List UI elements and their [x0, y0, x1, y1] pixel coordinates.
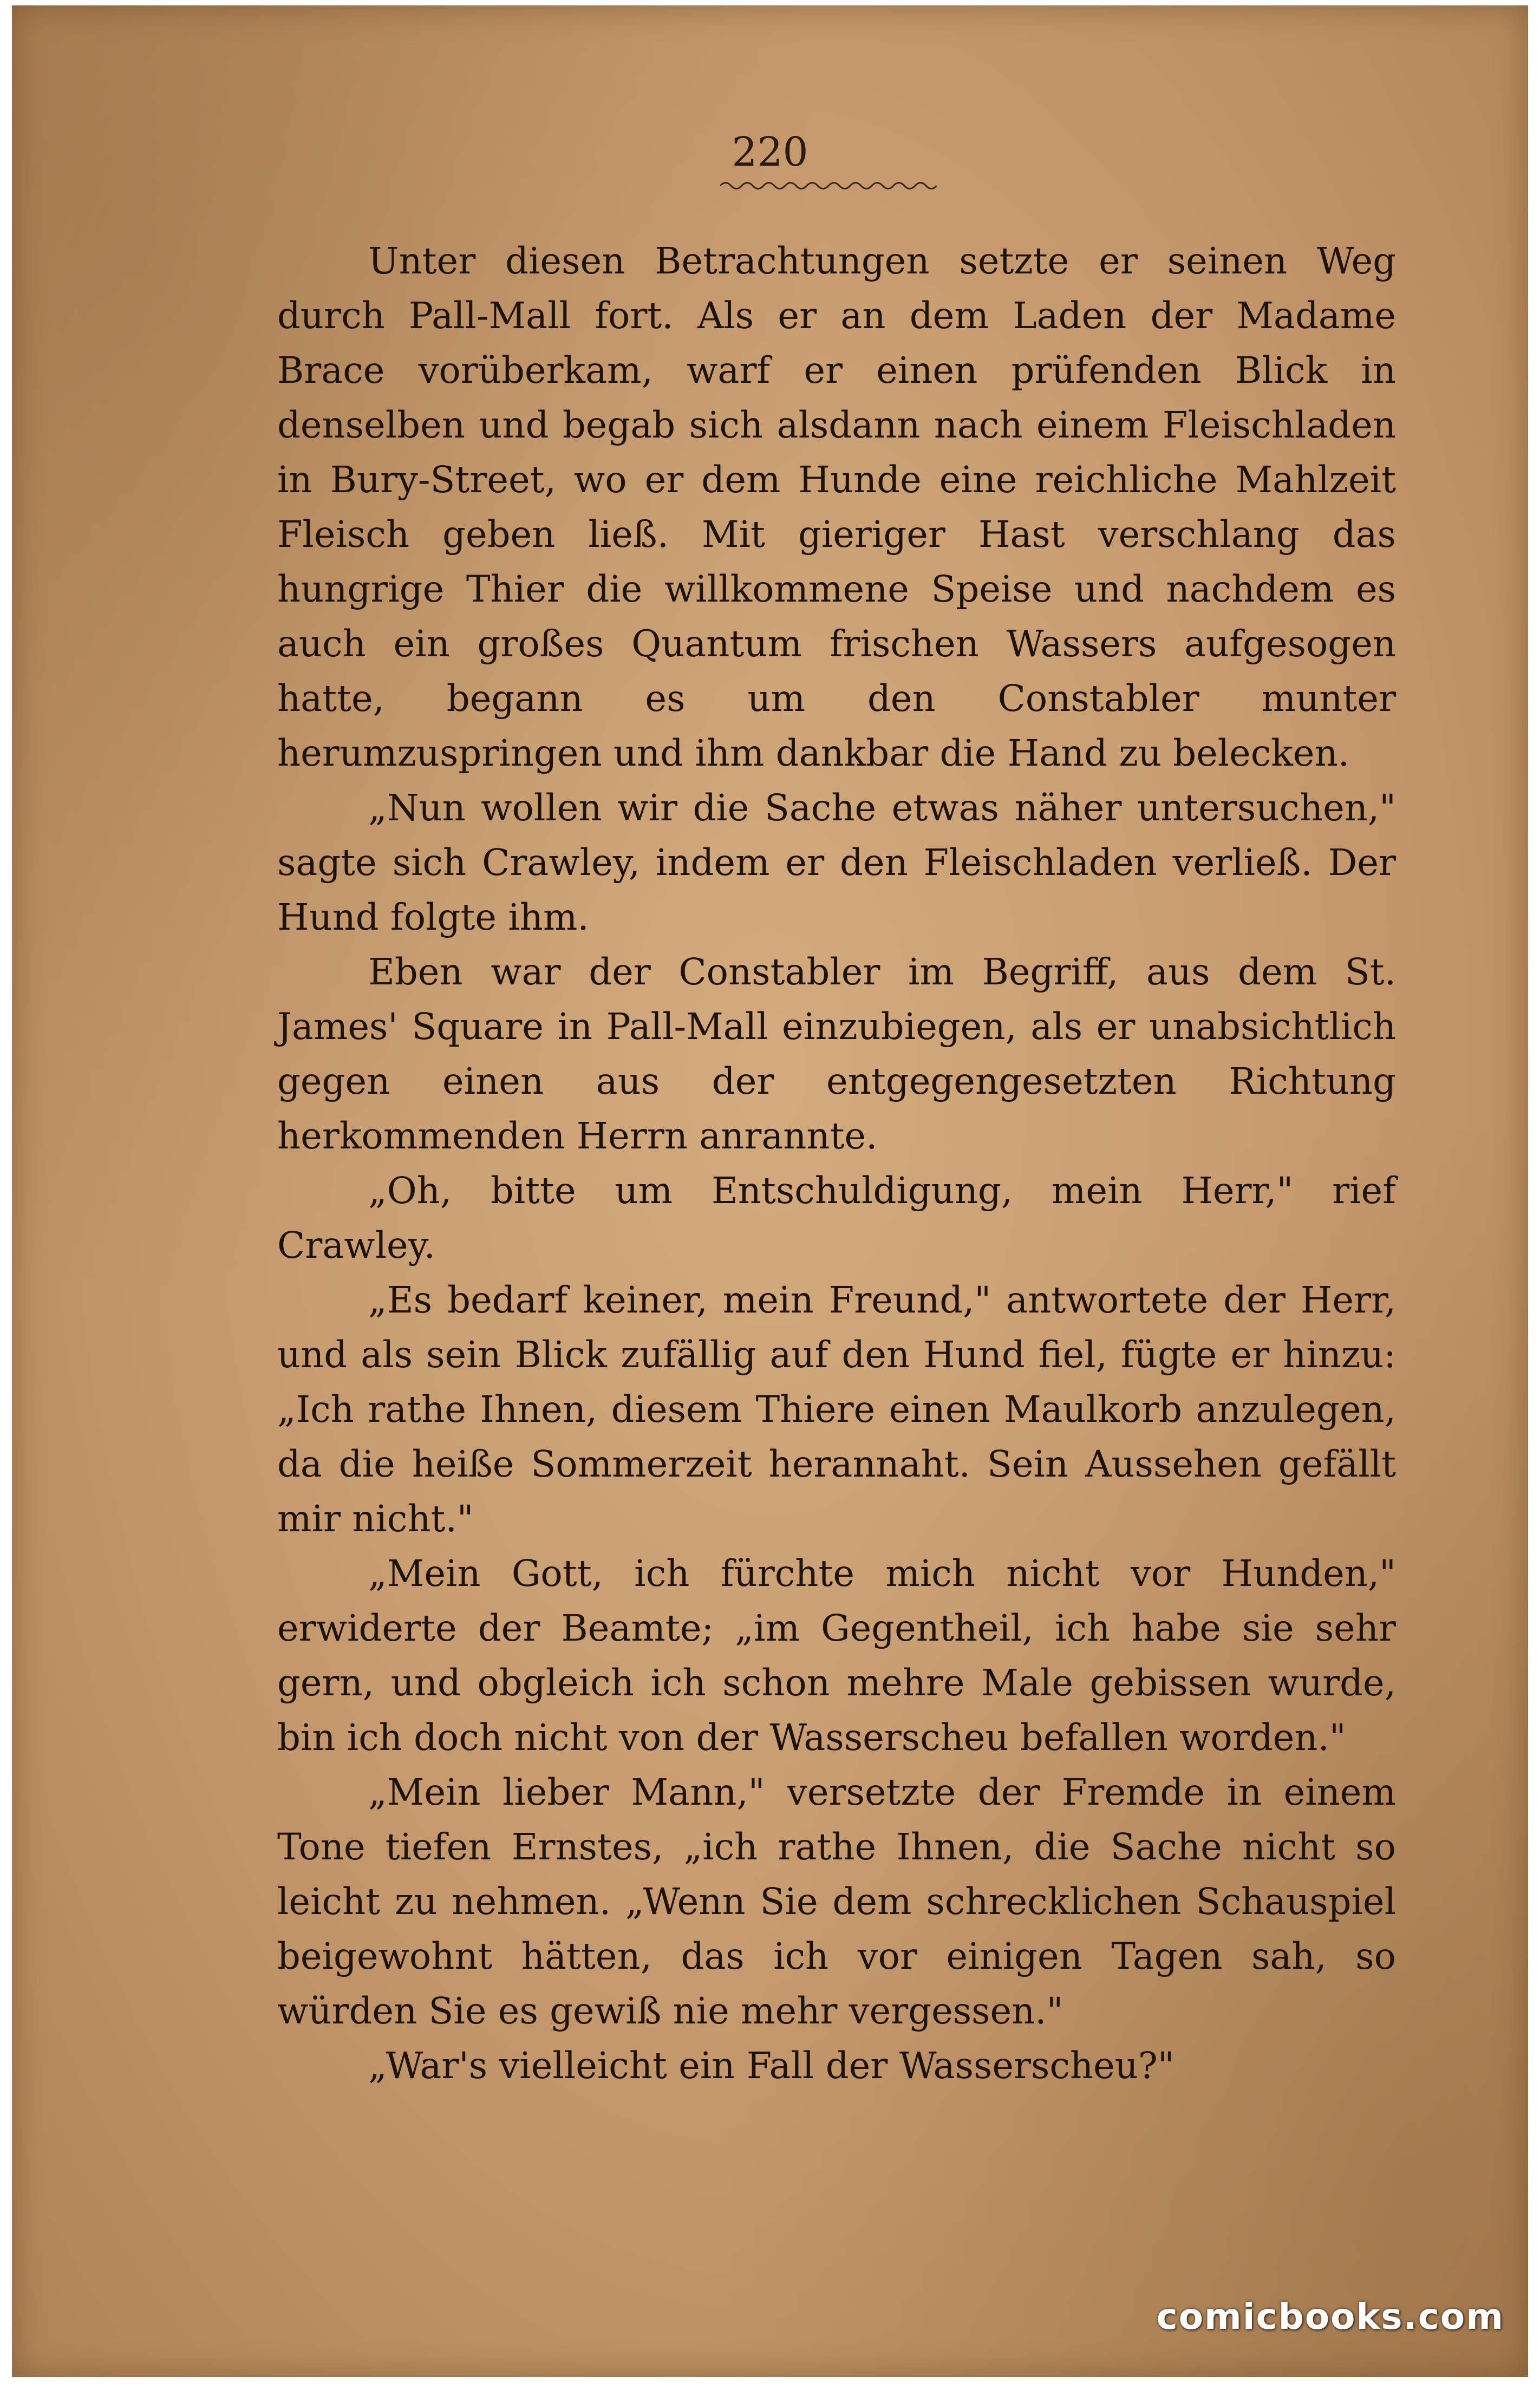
- paragraph: „Es bedarf keiner, mein Freund," antwortete der Herr, und als sein Blick zufällig auf den Hund fiel, fügte er hinzu: „Ich rathe Ihnen, diesem Thiere einen Maulkorb anzulegen, da die heiße Sommerzeit herannaht. Sein Aussehen gefällt mir nicht.": [277, 1279, 1396, 1540]
- paragraph: „War's vielleicht ein Fall der Wasserscheu?": [368, 2045, 1174, 2087]
- body-text: [277, 234, 1396, 2093]
- watermark-logo: comicbooks.com: [1156, 2296, 1504, 2337]
- paragraph: „Mein lieber Mann," versetzte der Fremde in einem Tone tiefen Ernstes, „ich rathe Ihnen, die Sache nicht so leicht zu nehmen. „Wenn Sie dem schrecklichen Schauspiel beigewohnt hätten, das ich vor einigen Tagen sah, so würden Sie es gewiß nie mehr vergessen.": [277, 1771, 1396, 2032]
- page-number: 220: [732, 129, 808, 175]
- paragraph: „Oh, bitte um Entschuldigung, mein Herr," rief Crawley.: [277, 1170, 1396, 1266]
- paragraph: Eben war der Constabler im Begriff, aus dem St. James' Square in Pall-Mall einzubiegen, als er unabsichtlich gegen einen aus der entgegengesetzten Richtung herkommenden Herrn anrannte.: [277, 951, 1396, 1157]
- wavy-ornament: [720, 178, 937, 194]
- paragraph: Unter diesen Betrachtungen setzte er seinen Weg durch Pall-Mall fort. Als er an dem Laden der Madame Brace vorüberkam, warf er einen prüfenden Blick in denselben und begab sich alsdann nach einem Fleischladen in Bury-Street, wo er dem Hunde eine reichliche Mahlzeit Fleisch geben ließ. Mit gieriger Hast verschlang das hungrige Thier die willkommene Speise und nachdem es auch ein großes Quantum frischen Wassers aufgesogen hatte, begann es um den Constabler munter herumzuspringen und ihm dankbar die Hand zu belecken.: [277, 240, 1396, 774]
- paragraph: „Mein Gott, ich fürchte mich nicht vor Hunden," erwiderte der Beamte; „im Gegentheil, ich habe sie sehr gern, und obgleich ich schon mehre Male gebissen wurde, bin ich doch nicht von der Wasserscheu befallen worden.": [277, 1552, 1396, 1759]
- paragraph: „Nun wollen wir die Sache etwas näher untersuchen," sagte sich Crawley, indem er den Fleischladen verließ. Der Hund folgte ihm.: [277, 787, 1396, 938]
